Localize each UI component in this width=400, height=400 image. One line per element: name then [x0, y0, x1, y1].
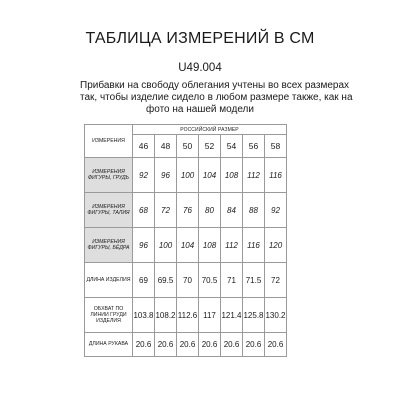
fit-note: [80, 80, 353, 116]
table-cell: 72: [265, 263, 287, 298]
table-cell: 96: [133, 228, 155, 263]
size-chart-table: [84, 124, 287, 357]
fit-note-line: фото на нашей модели: [146, 104, 254, 115]
size-group-header: РОССИЙСКИЙ РАЗМЕР: [133, 125, 287, 135]
table-cell: 20.6: [243, 333, 265, 357]
corner-header: ИЗМЕРЕНИЯ: [85, 125, 133, 158]
row-label: ДЛИНА РУКАВА: [85, 333, 133, 357]
table-cell: 80: [199, 193, 221, 228]
table-cell: 76: [177, 193, 199, 228]
table-row: [85, 298, 287, 333]
table-cell: 104: [177, 228, 199, 263]
table-cell: 69.5: [155, 263, 177, 298]
table-cell: 20.6: [221, 333, 243, 357]
table-cell: 71.5: [243, 263, 265, 298]
table-cell: 116: [243, 228, 265, 263]
table-cell: 112.6: [177, 298, 199, 333]
table-cell: 130.2: [265, 298, 287, 333]
table-row: [85, 228, 287, 263]
row-label: ОБХВАТ ПО ЛИНИИ ГРУДИ ИЗДЕЛИЯ: [85, 298, 133, 333]
size-header: 52: [199, 135, 221, 158]
table-cell: 20.6: [133, 333, 155, 357]
table-cell: 117: [199, 298, 221, 333]
row-label: ИЗМЕРЕНИЯ ФИГУРЫ, БЁДРА: [85, 228, 133, 263]
table-cell: 100: [177, 158, 199, 193]
table-cell: 20.6: [265, 333, 287, 357]
row-label: ДЛИНА ИЗДЕЛИЯ: [85, 263, 133, 298]
table-cell: 72: [155, 193, 177, 228]
table-cell: 20.6: [199, 333, 221, 357]
table-cell: 92: [133, 158, 155, 193]
table-cell: 125.8: [243, 298, 265, 333]
table-cell: 88: [243, 193, 265, 228]
table-cell: 108: [221, 158, 243, 193]
size-header: 50: [177, 135, 199, 158]
table-cell: 104: [199, 158, 221, 193]
table-cell: 71: [221, 263, 243, 298]
table-row: [85, 263, 287, 298]
table-cell: 69: [133, 263, 155, 298]
table-cell: 70: [177, 263, 199, 298]
size-header: 46: [133, 135, 155, 158]
table-cell: 103.8: [133, 298, 155, 333]
row-label: ИЗМЕРЕНИЯ ФИГУРЫ, ГРУДЬ: [85, 158, 133, 193]
table-cell: 108.2: [155, 298, 177, 333]
fit-note-line: Прибавки на свободу облегания учтены во всех размерах: [80, 80, 350, 91]
table-cell: 84: [221, 193, 243, 228]
article-number: U49.004: [178, 62, 222, 74]
table-row: [85, 193, 287, 228]
fit-note-line: так, чтобы изделие сидело в любом размере также, как на: [80, 92, 353, 103]
page-title: ТАБЛИЦА ИЗМЕРЕНИЙ В СМ: [85, 30, 315, 47]
size-header: 48: [155, 135, 177, 158]
table-cell: 68: [133, 193, 155, 228]
table-cell: 70.5: [199, 263, 221, 298]
table-cell: 96: [155, 158, 177, 193]
table-cell: 108: [199, 228, 221, 263]
size-header: 54: [221, 135, 243, 158]
table-cell: 92: [265, 193, 287, 228]
row-label: ИЗМЕРЕНИЯ ФИГУРЫ, ТАЛИЯ: [85, 193, 133, 228]
size-header: 58: [265, 135, 287, 158]
table-cell: 116: [265, 158, 287, 193]
size-header: 56: [243, 135, 265, 158]
table-cell: 100: [155, 228, 177, 263]
table-cell: 20.6: [177, 333, 199, 357]
table-cell: 120: [265, 228, 287, 263]
table-row: [85, 158, 287, 193]
table-cell: 112: [221, 228, 243, 263]
table-row: [85, 333, 287, 357]
table-cell: 20.6: [155, 333, 177, 357]
table-cell: 121.4: [221, 298, 243, 333]
table-cell: 112: [243, 158, 265, 193]
